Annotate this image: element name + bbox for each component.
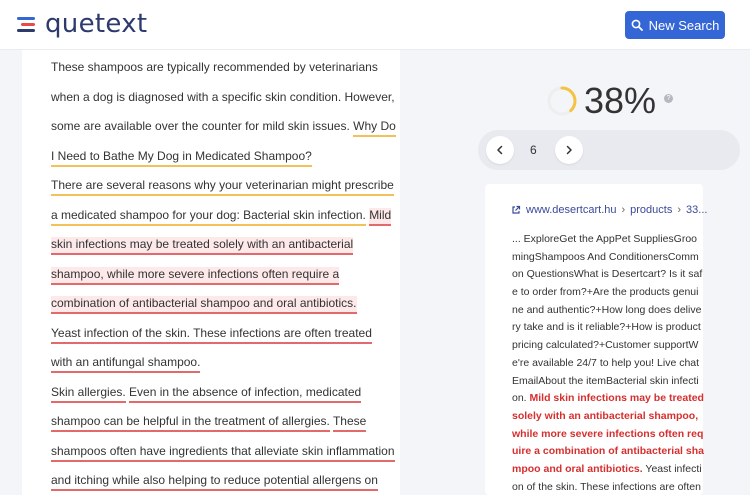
excerpt-line xyxy=(512,337,702,355)
matched-excerpt-text: Mild skin infections may be treated xyxy=(529,392,704,405)
source-domain[interactable]: www.desertcart.hu xyxy=(526,204,617,216)
excerpt-text: ne and authentic?+How long does delive xyxy=(512,303,702,316)
excerpt-line xyxy=(512,319,702,337)
document-line xyxy=(51,235,381,265)
new-search-label: New Search xyxy=(648,17,720,33)
excerpt-text: on of the skin. These infections are often xyxy=(512,480,701,493)
document-line xyxy=(51,471,381,495)
next-match-button[interactable] xyxy=(555,136,583,164)
quetext-logo[interactable] xyxy=(17,10,147,38)
excerpt-line xyxy=(512,408,702,426)
excerpt-text: EmailAbout the itemBacterial skin infecti xyxy=(512,374,699,387)
document-line xyxy=(51,265,381,295)
document-line xyxy=(51,383,381,413)
excerpt-line xyxy=(512,443,702,461)
score-ring-icon xyxy=(546,85,578,117)
chevron-left-icon xyxy=(495,145,505,155)
external-link-icon xyxy=(511,205,521,215)
excerpt-line xyxy=(512,266,702,284)
breadcrumb-separator: › xyxy=(621,204,626,216)
excerpt-line xyxy=(512,373,702,391)
matched-excerpt-text: mpoo and oral antibiotics. xyxy=(512,462,643,475)
excerpt-line xyxy=(512,355,702,373)
excerpt-text: e to order from?+Are the products genui xyxy=(512,286,699,299)
excerpt-line xyxy=(512,302,702,320)
document-line xyxy=(51,353,381,383)
text-segment: when a dog is diagnosed with a specific skin condition. However, xyxy=(51,89,395,104)
top-header xyxy=(0,0,750,50)
excerpt-text: on. xyxy=(512,392,530,405)
matched-text-segment[interactable]: skin infections may be treated solely with an antibacterial xyxy=(51,237,353,255)
document-line xyxy=(51,147,381,177)
matched-text-segment[interactable]: shampoos often have ingredients that alleviate skin inflammation xyxy=(51,444,395,462)
matched-excerpt-text: while more severe infections often req xyxy=(512,427,704,440)
matched-text-segment[interactable]: a medicated shampoo for your dog: Bacterial skin infection. xyxy=(51,208,366,226)
document-line xyxy=(51,176,394,206)
matched-excerpt-text: solely with an antibacterial shampoo, xyxy=(512,409,699,422)
plagiarism-score xyxy=(546,80,673,122)
excerpt-text: Yeast infecti xyxy=(642,462,702,475)
excerpt-line xyxy=(512,426,702,444)
score-percent: 38% xyxy=(584,80,657,121)
matched-text-segment[interactable]: Mild xyxy=(369,208,391,226)
chevron-right-icon xyxy=(564,145,574,155)
excerpt-text: ry take and is it reliable?+How is product xyxy=(512,321,701,334)
help-icon[interactable]: ? xyxy=(664,94,673,103)
document-panel xyxy=(22,50,400,495)
excerpt-text: e're available 24/7 to help you! Live chat xyxy=(512,356,700,369)
matched-text-segment[interactable]: combination of antibacterial shampoo and oral antibiotics. xyxy=(51,296,357,314)
excerpt-line xyxy=(512,461,702,479)
matched-text-segment[interactable]: Even in the absence of infection, medicated xyxy=(129,385,361,403)
excerpt-text: ... ExploreGet the AppPet SuppliesGroo xyxy=(512,233,698,245)
search-icon xyxy=(631,19,643,31)
document-line xyxy=(51,206,392,236)
excerpt-line xyxy=(512,231,702,249)
document-line xyxy=(51,117,396,147)
matched-text-segment[interactable]: Skin allergies. xyxy=(51,385,126,403)
document-text xyxy=(51,58,396,495)
document-line xyxy=(51,88,395,118)
match-pager xyxy=(478,130,740,170)
matched-text-segment[interactable]: with an antifungal shampoo. xyxy=(51,355,200,373)
excerpt-text: pricing calculated?+Customer supportW xyxy=(512,339,699,352)
logo-text: quetext xyxy=(45,9,148,39)
new-search-button[interactable] xyxy=(625,11,725,39)
breadcrumb-separator: › xyxy=(677,204,682,216)
current-match-number: 6 xyxy=(530,143,537,157)
document-line xyxy=(51,294,381,324)
excerpt-line xyxy=(512,284,702,302)
document-line xyxy=(51,412,381,442)
matched-text-segment[interactable]: There are several reasons why your veterinarian might prescribe xyxy=(51,178,394,196)
matched-text-segment[interactable]: shampoo can be helpful in the treatment of allergies. xyxy=(51,414,330,432)
excerpt-line xyxy=(512,390,702,408)
source-path[interactable]: products xyxy=(630,204,673,216)
matched-text-segment[interactable]: shampoo, while more severe infections often require a xyxy=(51,267,339,285)
match-excerpt xyxy=(512,231,702,495)
document-line xyxy=(51,442,395,472)
matched-text-segment[interactable]: These xyxy=(333,414,366,432)
previous-match-button[interactable] xyxy=(486,136,514,164)
text-segment: These shampoos are typically recommended by veterinarians xyxy=(51,60,378,74)
match-source-card xyxy=(485,184,708,495)
matched-text-segment[interactable]: I Need to Bathe My Dog in Medicated Shampoo? xyxy=(51,149,312,167)
matched-excerpt-text: uire a combination of antibacterial sha xyxy=(512,445,704,458)
matched-text-segment[interactable]: Why Do xyxy=(353,119,396,137)
document-line xyxy=(51,324,381,354)
excerpt-text: on QuestionsWhat is Desertcart? Is it saf xyxy=(512,268,703,281)
excerpt-line xyxy=(512,249,702,267)
document-line xyxy=(51,58,381,88)
source-path-more[interactable]: 33... xyxy=(686,204,708,216)
matched-text-segment[interactable]: and itching while also helping to reduce potential allergens on xyxy=(51,473,378,491)
excerpt-line xyxy=(512,479,702,495)
matched-text-segment[interactable]: Yeast infection of the skin. These infections are often treated xyxy=(51,326,372,344)
logo-mark-icon xyxy=(17,12,39,36)
excerpt-text: mingShampoos And ConditionersComm xyxy=(512,250,699,263)
text-segment: some are available over the counter for mild skin issues. xyxy=(51,119,354,133)
source-url[interactable] xyxy=(511,204,707,216)
